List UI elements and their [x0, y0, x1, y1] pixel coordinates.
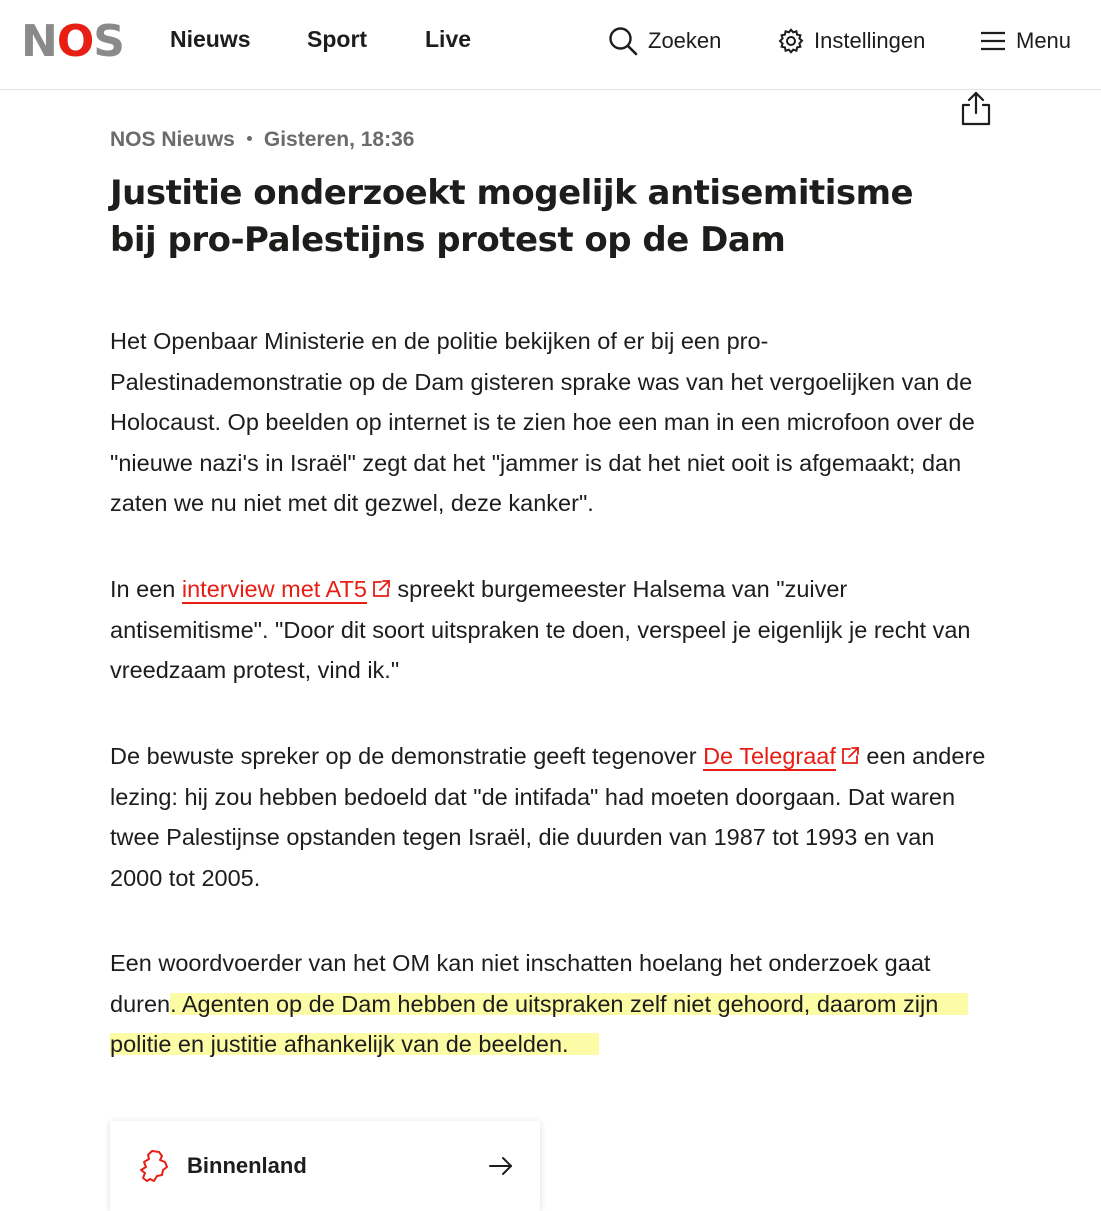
menu-label: Menu — [1016, 28, 1072, 53]
menu-button[interactable] — [980, 25, 1071, 57]
telegraaf-link[interactable]: De Telegraaf — [703, 743, 836, 769]
share-icon — [957, 115, 995, 132]
meta-separator — [247, 136, 252, 141]
hamburger-icon — [980, 30, 1006, 52]
article-meta — [110, 126, 414, 154]
gear-icon — [778, 28, 804, 54]
search-icon — [608, 26, 638, 56]
article-paragraph-2: In een interview met AT5 spreekt burgemeester Halsema van "zuiver antisemitisme". "Door dit soort uitspraken te doen, verspeel je eigenlijk je recht van vreedzaam protest, vind ik." — [110, 569, 990, 691]
search-label: Zoeken — [648, 28, 722, 53]
search-button[interactable] — [608, 25, 721, 57]
share-button[interactable] — [957, 90, 995, 128]
highlighted-text: . Agenten op de Dam hebben de uitspraken zelf niet gehoord, daarom zijn politie en justitie afhankelijk van de beelden. — [110, 991, 968, 1058]
nav-sport[interactable]: Sport — [307, 26, 368, 52]
site-header — [0, 0, 1101, 90]
netherlands-map-icon — [138, 1149, 170, 1183]
nav-nieuws[interactable]: Nieuws — [170, 26, 251, 52]
nav-live[interactable]: Live — [425, 26, 472, 52]
article-source: NOS Nieuws — [110, 128, 235, 151]
category-label: Binnenland — [187, 1153, 307, 1178]
settings-label: Instellingen — [814, 28, 926, 53]
article-paragraph-1: Het Openbaar Ministerie en de politie bekijken of er bij een pro-Palestinademonstratie op de Dam gisteren sprake was van het vergoelijken van de Holocaust. Op beelden op internet is te zien hoe een man in een microfoon over de "nieuwe nazi's in Israël" zegt dat het "jammer is dat het niet ooit is afgemaakt; dan zaten we nu niet met dit gezwel, deze kanker". — [110, 328, 975, 517]
interview-at5-link[interactable]: interview met AT5 — [181, 576, 367, 602]
category-card-binnenland[interactable] — [110, 1121, 540, 1211]
arrow-right-icon — [488, 1154, 514, 1178]
article-paragraph-4: Een woordvoerder van het OM kan niet inschatten hoelang het onderzoek gaat duren. Agenten op de Dam hebben de uitspraken zelf niet gehoord, daarom zijn politie en justitie afhankelijk van de beelden. — [110, 943, 990, 1065]
external-link-icon — [371, 571, 391, 591]
article-timestamp: Gisteren, 18:36 — [263, 128, 415, 151]
article-title: Justitie onderzoekt mogelijk antisemitisme bij pro-Palestijns protest op de Dam — [110, 173, 914, 260]
article-paragraph-3: De bewuste spreker op de demonstratie geeft tegenover De Telegraaf een andere lezing: hij zou hebben bedoeld dat "de intifada" had moeten doorgaan. Dat waren twee Palestijnse opstanden tegen Israël, die duurden van 1987 tot 1993 en van 2000 tot 2005. — [110, 736, 990, 898]
nos-logo[interactable]: NOS — [21, 16, 124, 67]
settings-button[interactable] — [778, 25, 925, 57]
external-link-icon — [840, 738, 860, 758]
